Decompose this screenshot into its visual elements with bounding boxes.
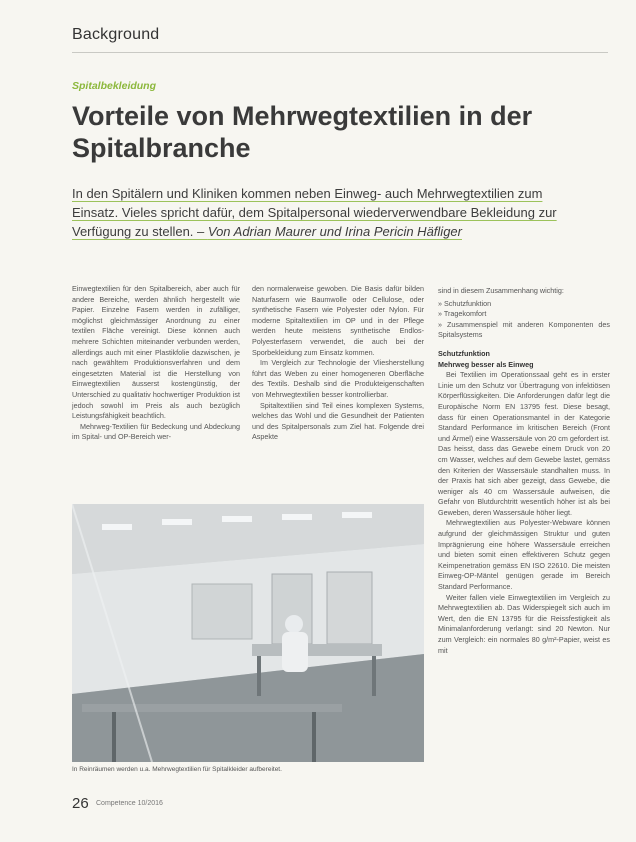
kicker: Spitalbekleidung: [72, 80, 157, 92]
headline: Vorteile von Mehrwegtextilien in der Spitalbranche: [72, 101, 533, 163]
page-number: 26: [72, 795, 89, 812]
column-2-paragraph-1: den normalerweise gewoben. Die Basis dafür bilden Naturfasern wie Baumwolle oder Cellulose, oder synthetische Fasern wie Polyester oder Nylon. Für moderne Spitaltextilien im OP und in der Pflege werden heute meistens synthetische Endlos-Polyesterfasern verwendet, die auch bei der Sporbekleidung zum Einsatz kommen.: [252, 284, 424, 357]
aspect-list: [438, 299, 610, 341]
section-tag: Background: [72, 26, 160, 43]
cleanroom-photo: [72, 504, 424, 762]
header-rule: [72, 52, 608, 53]
lead-text: In den Spitälern und Kliniken kommen neben Einweg- auch Mehrwegtextilien zum Einsatz. Vieles spricht dafür, dem Spitalpersonal wiederverwendbare Bekleidung zur Verfügung zu stellen. –: [72, 186, 557, 239]
lead-paragraph: [72, 184, 592, 241]
column-3-intro: sind in diesem Zusammenhang wichtig:: [438, 286, 564, 295]
publication-name: Competence 10/2016: [96, 800, 163, 807]
column-2: [252, 284, 424, 443]
list-item: » Schutzfunktion: [438, 299, 610, 310]
byline: Von Adrian Maurer und Irina Pericin Häfliger: [207, 224, 462, 239]
column-3-paragraph-3: Weiter fallen viele Einwegtextilien im Vergleich zu Mehrwegtextilien ab. Das Widerspiegelt sich auch im Wert, den die EN 13795 für die Reissfestigkeit als Minimalanforderung verlangt: sind 20 Newton. Nur zum Vergleich: ein normales 80 g/m²-Papier, weist es mit: [438, 592, 610, 655]
column-2-paragraph-3: Spitaltextilien sind Teil eines komplexen Systems, welches das Wohl und die Gesundheit der Patienten und des Spitalpersonals zum Ziel hat. Folgende drei Aspekte: [252, 400, 424, 442]
column-1: [72, 284, 240, 443]
column-3-paragraph-2: Mehrwegtextilien aus Polyester-Webware können aufgrund der gleichmässigen Struktur und guten Imprägnierung eine höhere Wassersäule erreichen und bieten somit einen effektiveren Schutz gegen Keimpenetration gemäss EN ISO 22610. Die meisten Einweg-OP-Mäntel genügen gerade im Bereich Standard Performance.: [438, 518, 610, 592]
subhead-mehrweg: Mehrweg besser als Einweg: [438, 359, 534, 369]
column-2-paragraph-2: Im Vergleich zur Technologie der Vliesherstellung führt das Weben zu einer homogeneren Oberfläche des Textils. Deshalb sind die Produkteigenschaften von Mehrwegtextilien besser kontrollierbar.: [252, 358, 424, 399]
column-3-paragraph-1: Bei Textilien im Operationssaal geht es in erster Linie um den Schutz vor Übertragung von infektiösen Körperflüssigkeiten. Die Anforderungen dafür legt die Europäische Norm EN 13795 fest. Diese besagt, dass für einen Operationsmantel in der Kategorie Standard Performance im kritischen Bereich (Front und Ärmel) eine Wassersäule von 20 cm gefordert ist. Das heisst, dass das Gewebe einem Druck von 20 cm Wasser, welches auf dem Gewebe lastet, gemäss den Kriterien der Wassersäule standhalten muss. In der Praxis hat sich aber gezeigt, dass Gewebe, die weniger als 40 cm Wassersäule aufweisen, die Gefahr von Blutdurchtritt wesentlich höher ist als bei Geweben, deren Wassersäule höher liegt.: [438, 370, 610, 517]
photo-caption: In Reinräumen werden u.a. Mehrwegtextilien für Spitalkleider aufbereitet.: [72, 766, 282, 773]
cleanroom-photo-illustration: [72, 504, 424, 762]
list-item: » Tragekomfort: [438, 309, 610, 320]
column-3: [438, 286, 610, 656]
column-1-paragraph-1: Einwegtextilien für den Spitalbereich, aber auch für andere Bereiche, werden ähnlich hergestellt wie Papier. Einzelne Fasern werden in zufälliger, möglichst gleichmässiger Anordnung zu einer textilen Fläche vereinigt. Diese können auch mehrere Schichten miteinander verbunden werden, allerdings auch mit einer Plastikfolie dazwischen, je nach gewähltem Produktionsverfahren und dem eingesetzten Material ist die Herstellung von Einwegtextilien äusserst kostengünstig, der Unterschied zu qualitativ hochwertiger Produktion ist jedoch sowohl im Preis als auch bezüglich Leistungsfähigkeit beachtlich.: [72, 284, 240, 421]
list-item: » Zusammenspiel mit anderen Komponenten des Spitalsystems: [438, 320, 610, 341]
subhead-schutzfunktion: Schutzfunktion: [438, 348, 490, 358]
column-1-paragraph-2: Mehrweg-Textilien für Bedeckung und Abdeckung im Spital- und OP-Bereich wer-: [72, 421, 240, 442]
